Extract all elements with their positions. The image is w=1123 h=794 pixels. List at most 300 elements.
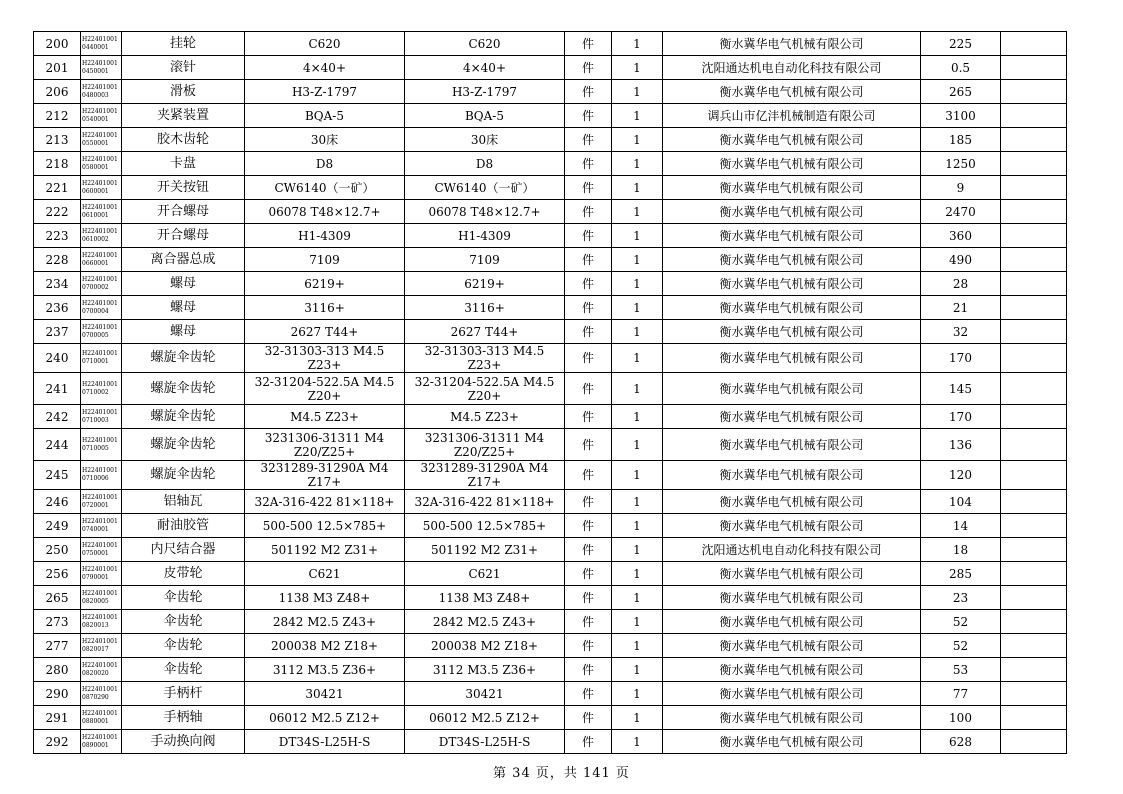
note-cell xyxy=(1001,272,1067,296)
unit-cell: 件 xyxy=(565,461,612,490)
price-cell: 21 xyxy=(921,296,1001,320)
unit-cell: 件 xyxy=(565,176,612,200)
note-cell xyxy=(1001,586,1067,610)
spec-model-cell: 06012 M2.5 Z12+ xyxy=(245,706,405,730)
note-cell xyxy=(1001,176,1067,200)
spec-model-cell: 32-31303-313 M4.5 Z23+ xyxy=(245,344,405,373)
supplier-cell: 衡水冀华电气机械有限公司 xyxy=(663,296,921,320)
row-number-cell: 206 xyxy=(34,80,81,104)
price-cell: 136 xyxy=(921,429,1001,461)
part-name-cell: 螺旋伞齿轮 xyxy=(122,344,245,373)
quantity-cell: 1 xyxy=(612,80,663,104)
row-number-cell: 242 xyxy=(34,405,81,429)
price-cell: 265 xyxy=(921,80,1001,104)
part-name-cell: 滚针 xyxy=(122,56,245,80)
table-row xyxy=(34,373,1067,405)
price-cell: 185 xyxy=(921,128,1001,152)
material-code-cell: H22401001 0820005 xyxy=(81,586,122,610)
part-name-cell: 开合螺母 xyxy=(122,224,245,248)
material-code-cell: H22401001 0700002 xyxy=(81,272,122,296)
part-name-cell: 螺母 xyxy=(122,272,245,296)
unit-cell: 件 xyxy=(565,490,612,514)
quantity-cell: 1 xyxy=(612,248,663,272)
table-row xyxy=(34,658,1067,682)
quantity-cell: 1 xyxy=(612,320,663,344)
spec-model-confirm-cell: 06078 T48×12.7+ xyxy=(405,200,565,224)
unit-cell: 件 xyxy=(565,658,612,682)
price-cell: 1250 xyxy=(921,152,1001,176)
spec-model-cell: 7109 xyxy=(245,248,405,272)
material-code-cell: H22401001 0790001 xyxy=(81,562,122,586)
part-name-cell: 螺旋伞齿轮 xyxy=(122,373,245,405)
spec-model-confirm-cell: 2842 M2.5 Z43+ xyxy=(405,610,565,634)
part-name-cell: 螺旋伞齿轮 xyxy=(122,461,245,490)
part-name-cell: 开关按钮 xyxy=(122,176,245,200)
unit-cell: 件 xyxy=(565,272,612,296)
unit-cell: 件 xyxy=(565,80,612,104)
material-code-cell: H22401001 0540001 xyxy=(81,104,122,128)
note-cell xyxy=(1001,405,1067,429)
note-cell xyxy=(1001,224,1067,248)
part-name-cell: 挂轮 xyxy=(122,32,245,56)
material-code-cell: H22401001 0820013 xyxy=(81,610,122,634)
unit-cell: 件 xyxy=(565,152,612,176)
unit-cell: 件 xyxy=(565,730,612,754)
price-cell: 32 xyxy=(921,320,1001,344)
note-cell xyxy=(1001,730,1067,754)
unit-cell: 件 xyxy=(565,538,612,562)
row-number-cell: 246 xyxy=(34,490,81,514)
note-cell xyxy=(1001,461,1067,490)
part-name-cell: 伞齿轮 xyxy=(122,586,245,610)
part-name-cell: 手柄杆 xyxy=(122,682,245,706)
note-cell xyxy=(1001,32,1067,56)
row-number-cell: 236 xyxy=(34,296,81,320)
unit-cell: 件 xyxy=(565,634,612,658)
material-code-cell: H22401001 0890001 xyxy=(81,730,122,754)
material-code-cell: H22401001 0480003 xyxy=(81,80,122,104)
quantity-cell: 1 xyxy=(612,200,663,224)
spec-model-confirm-cell: C621 xyxy=(405,562,565,586)
supplier-cell: 衡水冀华电气机械有限公司 xyxy=(663,80,921,104)
material-code-cell: H22401001 0580001 xyxy=(81,152,122,176)
supplier-cell: 衡水冀华电气机械有限公司 xyxy=(663,682,921,706)
part-name-cell: 铝轴瓦 xyxy=(122,490,245,514)
spec-model-cell: CW6140（一矿） xyxy=(245,176,405,200)
part-name-cell: 伞齿轮 xyxy=(122,634,245,658)
supplier-cell: 衡水冀华电气机械有限公司 xyxy=(663,514,921,538)
supplier-cell: 调兵山市亿沣机械制造有限公司 xyxy=(663,104,921,128)
unit-cell: 件 xyxy=(565,373,612,405)
quantity-cell: 1 xyxy=(612,344,663,373)
row-number-cell: 280 xyxy=(34,658,81,682)
material-code-cell: H22401001 0820020 xyxy=(81,658,122,682)
row-number-cell: 273 xyxy=(34,610,81,634)
supplier-cell: 衡水冀华电气机械有限公司 xyxy=(663,224,921,248)
part-name-cell: 手动换向阀 xyxy=(122,730,245,754)
note-cell xyxy=(1001,248,1067,272)
row-number-cell: 250 xyxy=(34,538,81,562)
note-cell xyxy=(1001,56,1067,80)
spec-model-confirm-cell: 7109 xyxy=(405,248,565,272)
spec-model-cell: 200038 M2 Z18+ xyxy=(245,634,405,658)
quantity-cell: 1 xyxy=(612,373,663,405)
price-cell: 18 xyxy=(921,538,1001,562)
note-cell xyxy=(1001,490,1067,514)
spec-model-confirm-cell: 500-500 12.5×785+ xyxy=(405,514,565,538)
spec-model-cell: 1138 M3 Z48+ xyxy=(245,586,405,610)
row-number-cell: 237 xyxy=(34,320,81,344)
supplier-cell: 衡水冀华电气机械有限公司 xyxy=(663,706,921,730)
unit-cell: 件 xyxy=(565,344,612,373)
table-row xyxy=(34,610,1067,634)
material-code-cell: H22401001 0600001 xyxy=(81,176,122,200)
spec-model-confirm-cell: 32-31204-522.5A M4.5 Z20+ xyxy=(405,373,565,405)
material-code-cell: H22401001 0740001 xyxy=(81,514,122,538)
quantity-cell: 1 xyxy=(612,586,663,610)
material-code-cell: H22401001 0720001 xyxy=(81,490,122,514)
material-code-cell: H22401001 0750001 xyxy=(81,538,122,562)
note-cell xyxy=(1001,682,1067,706)
row-number-cell: 223 xyxy=(34,224,81,248)
material-code-cell: H22401001 0700004 xyxy=(81,296,122,320)
spec-model-cell: 2842 M2.5 Z43+ xyxy=(245,610,405,634)
spec-model-cell: M4.5 Z23+ xyxy=(245,405,405,429)
price-cell: 3100 xyxy=(921,104,1001,128)
table-row xyxy=(34,272,1067,296)
unit-cell: 件 xyxy=(565,320,612,344)
note-cell xyxy=(1001,104,1067,128)
part-name-cell: 卡盘 xyxy=(122,152,245,176)
spec-model-cell: C620 xyxy=(245,32,405,56)
part-name-cell: 滑板 xyxy=(122,80,245,104)
supplier-cell: 衡水冀华电气机械有限公司 xyxy=(663,490,921,514)
spec-model-confirm-cell: 3231306-31311 M4 Z20/Z25+ xyxy=(405,429,565,461)
part-name-cell: 开合螺母 xyxy=(122,200,245,224)
unit-cell: 件 xyxy=(565,706,612,730)
row-number-cell: 228 xyxy=(34,248,81,272)
table-row xyxy=(34,682,1067,706)
part-name-cell: 耐油胶管 xyxy=(122,514,245,538)
quantity-cell: 1 xyxy=(612,224,663,248)
quantity-cell: 1 xyxy=(612,56,663,80)
row-number-cell: 256 xyxy=(34,562,81,586)
table-row xyxy=(34,344,1067,373)
part-name-cell: 螺旋伞齿轮 xyxy=(122,429,245,461)
note-cell xyxy=(1001,128,1067,152)
supplier-cell: 衡水冀华电气机械有限公司 xyxy=(663,429,921,461)
supplier-cell: 衡水冀华电气机械有限公司 xyxy=(663,128,921,152)
spec-model-cell: 30床 xyxy=(245,128,405,152)
table-row xyxy=(34,296,1067,320)
price-cell: 104 xyxy=(921,490,1001,514)
part-name-cell: 胶木齿轮 xyxy=(122,128,245,152)
supplier-cell: 衡水冀华电气机械有限公司 xyxy=(663,634,921,658)
table-row xyxy=(34,152,1067,176)
part-name-cell: 夹紧装置 xyxy=(122,104,245,128)
row-number-cell: 234 xyxy=(34,272,81,296)
supplier-cell: 衡水冀华电气机械有限公司 xyxy=(663,320,921,344)
spec-model-cell: 6219+ xyxy=(245,272,405,296)
unit-cell: 件 xyxy=(565,405,612,429)
price-cell: 52 xyxy=(921,634,1001,658)
part-name-cell: 手柄轴 xyxy=(122,706,245,730)
supplier-cell: 沈阳通达机电自动化科技有限公司 xyxy=(663,56,921,80)
row-number-cell: 292 xyxy=(34,730,81,754)
supplier-cell: 衡水冀华电气机械有限公司 xyxy=(663,248,921,272)
table-row xyxy=(34,176,1067,200)
quantity-cell: 1 xyxy=(612,514,663,538)
note-cell xyxy=(1001,373,1067,405)
quantity-cell: 1 xyxy=(612,32,663,56)
part-name-cell: 皮带轮 xyxy=(122,562,245,586)
unit-cell: 件 xyxy=(565,128,612,152)
price-cell: 53 xyxy=(921,658,1001,682)
price-cell: 77 xyxy=(921,682,1001,706)
spec-model-cell: BQA-5 xyxy=(245,104,405,128)
row-number-cell: 265 xyxy=(34,586,81,610)
part-name-cell: 螺母 xyxy=(122,296,245,320)
row-number-cell: 244 xyxy=(34,429,81,461)
table-row xyxy=(34,706,1067,730)
price-cell: 23 xyxy=(921,586,1001,610)
quantity-cell: 1 xyxy=(612,176,663,200)
spec-model-cell: DT34S-L25H-S xyxy=(245,730,405,754)
material-code-cell: H22401001 0610001 xyxy=(81,200,122,224)
price-cell: 0.5 xyxy=(921,56,1001,80)
part-name-cell: 螺旋伞齿轮 xyxy=(122,405,245,429)
spec-model-confirm-cell: 3231289-31290A M4 Z17+ xyxy=(405,461,565,490)
spec-model-confirm-cell: 4×40+ xyxy=(405,56,565,80)
row-number-cell: 245 xyxy=(34,461,81,490)
note-cell xyxy=(1001,634,1067,658)
spec-model-confirm-cell: C620 xyxy=(405,32,565,56)
quantity-cell: 1 xyxy=(612,296,663,320)
unit-cell: 件 xyxy=(565,248,612,272)
table-row xyxy=(34,538,1067,562)
spec-model-cell: 3231289-31290A M4 Z17+ xyxy=(245,461,405,490)
material-code-cell: H22401001 0710005 xyxy=(81,429,122,461)
unit-cell: 件 xyxy=(565,56,612,80)
supplier-cell: 衡水冀华电气机械有限公司 xyxy=(663,658,921,682)
quantity-cell: 1 xyxy=(612,538,663,562)
supplier-cell: 衡水冀华电气机械有限公司 xyxy=(663,405,921,429)
material-code-cell: H22401001 0700005 xyxy=(81,320,122,344)
supplier-cell: 衡水冀华电气机械有限公司 xyxy=(663,373,921,405)
row-number-cell: 218 xyxy=(34,152,81,176)
quantity-cell: 1 xyxy=(612,706,663,730)
note-cell xyxy=(1001,610,1067,634)
spec-model-cell: 32-31204-522.5A M4.5 Z20+ xyxy=(245,373,405,405)
spec-model-confirm-cell: D8 xyxy=(405,152,565,176)
table-row xyxy=(34,461,1067,490)
spec-model-confirm-cell: 3116+ xyxy=(405,296,565,320)
table-row xyxy=(34,562,1067,586)
table-row xyxy=(34,429,1067,461)
spec-model-cell: 06078 T48×12.7+ xyxy=(245,200,405,224)
row-number-cell: 290 xyxy=(34,682,81,706)
row-number-cell: 222 xyxy=(34,200,81,224)
table-row xyxy=(34,56,1067,80)
supplier-cell: 衡水冀华电气机械有限公司 xyxy=(663,200,921,224)
quantity-cell: 1 xyxy=(612,562,663,586)
material-code-cell: H22401001 0660001 xyxy=(81,248,122,272)
note-cell xyxy=(1001,706,1067,730)
spec-model-confirm-cell: M4.5 Z23+ xyxy=(405,405,565,429)
table-row xyxy=(34,490,1067,514)
price-cell: 225 xyxy=(921,32,1001,56)
row-number-cell: 221 xyxy=(34,176,81,200)
price-cell: 145 xyxy=(921,373,1001,405)
quantity-cell: 1 xyxy=(612,658,663,682)
table-row xyxy=(34,32,1067,56)
spec-model-confirm-cell: 06012 M2.5 Z12+ xyxy=(405,706,565,730)
material-code-cell: H22401001 0880001 xyxy=(81,706,122,730)
row-number-cell: 241 xyxy=(34,373,81,405)
spec-model-confirm-cell: 30421 xyxy=(405,682,565,706)
part-name-cell: 伞齿轮 xyxy=(122,658,245,682)
price-cell: 490 xyxy=(921,248,1001,272)
supplier-cell: 衡水冀华电气机械有限公司 xyxy=(663,272,921,296)
row-number-cell: 240 xyxy=(34,344,81,373)
row-number-cell: 213 xyxy=(34,128,81,152)
spec-model-cell: 32A-316-422 81×118+ xyxy=(245,490,405,514)
spec-model-cell: 3112 M3.5 Z36+ xyxy=(245,658,405,682)
row-number-cell: 249 xyxy=(34,514,81,538)
quantity-cell: 1 xyxy=(612,429,663,461)
price-cell: 628 xyxy=(921,730,1001,754)
note-cell xyxy=(1001,562,1067,586)
note-cell xyxy=(1001,80,1067,104)
supplier-cell: 衡水冀华电气机械有限公司 xyxy=(663,730,921,754)
spec-model-cell: 3116+ xyxy=(245,296,405,320)
table-body xyxy=(34,32,1067,754)
spec-model-confirm-cell: BQA-5 xyxy=(405,104,565,128)
part-name-cell: 内尺结合器 xyxy=(122,538,245,562)
spec-model-cell: 500-500 12.5×785+ xyxy=(245,514,405,538)
spec-model-cell: 501192 M2 Z31+ xyxy=(245,538,405,562)
quantity-cell: 1 xyxy=(612,405,663,429)
price-cell: 170 xyxy=(921,344,1001,373)
material-code-cell: H22401001 0450001 xyxy=(81,56,122,80)
material-code-cell: H22401001 0440001 xyxy=(81,32,122,56)
row-number-cell: 200 xyxy=(34,32,81,56)
supplier-cell: 衡水冀华电气机械有限公司 xyxy=(663,461,921,490)
unit-cell: 件 xyxy=(565,104,612,128)
quantity-cell: 1 xyxy=(612,730,663,754)
note-cell xyxy=(1001,296,1067,320)
spec-model-cell: 3231306-31311 M4 Z20/Z25+ xyxy=(245,429,405,461)
price-cell: 52 xyxy=(921,610,1001,634)
table-row xyxy=(34,128,1067,152)
table-row xyxy=(34,586,1067,610)
spec-model-confirm-cell: CW6140（一矿） xyxy=(405,176,565,200)
row-number-cell: 201 xyxy=(34,56,81,80)
table-row xyxy=(34,248,1067,272)
supplier-cell: 衡水冀华电气机械有限公司 xyxy=(663,152,921,176)
unit-cell: 件 xyxy=(565,429,612,461)
price-cell: 9 xyxy=(921,176,1001,200)
spec-model-confirm-cell: 6219+ xyxy=(405,272,565,296)
quantity-cell: 1 xyxy=(612,128,663,152)
spec-model-cell: H3-Z-1797 xyxy=(245,80,405,104)
spec-model-confirm-cell: 3112 M3.5 Z36+ xyxy=(405,658,565,682)
quantity-cell: 1 xyxy=(612,490,663,514)
unit-cell: 件 xyxy=(565,610,612,634)
spec-model-cell: 2627 T44+ xyxy=(245,320,405,344)
quantity-cell: 1 xyxy=(612,461,663,490)
row-number-cell: 212 xyxy=(34,104,81,128)
spec-model-confirm-cell: 32A-316-422 81×118+ xyxy=(405,490,565,514)
quantity-cell: 1 xyxy=(612,152,663,176)
table-row xyxy=(34,80,1067,104)
material-code-cell: H22401001 0820017 xyxy=(81,634,122,658)
supplier-cell: 衡水冀华电气机械有限公司 xyxy=(663,176,921,200)
note-cell xyxy=(1001,658,1067,682)
supplier-cell: 衡水冀华电气机械有限公司 xyxy=(663,344,921,373)
table-row xyxy=(34,104,1067,128)
row-number-cell: 291 xyxy=(34,706,81,730)
unit-cell: 件 xyxy=(565,224,612,248)
note-cell xyxy=(1001,538,1067,562)
spec-model-cell: C621 xyxy=(245,562,405,586)
material-code-cell: H22401001 0710001 xyxy=(81,344,122,373)
price-cell: 170 xyxy=(921,405,1001,429)
spec-model-confirm-cell: 200038 M2 Z18+ xyxy=(405,634,565,658)
material-code-cell: H22401001 0610002 xyxy=(81,224,122,248)
page-footer: 第 34 页，共 141 页 xyxy=(493,766,630,781)
unit-cell: 件 xyxy=(565,682,612,706)
note-cell xyxy=(1001,514,1067,538)
supplier-cell: 衡水冀华电气机械有限公司 xyxy=(663,562,921,586)
spec-model-confirm-cell: H1-4309 xyxy=(405,224,565,248)
quantity-cell: 1 xyxy=(612,610,663,634)
price-cell: 120 xyxy=(921,461,1001,490)
parts-price-table xyxy=(33,31,1067,754)
spec-model-confirm-cell: H3-Z-1797 xyxy=(405,80,565,104)
spec-model-confirm-cell: 32-31303-313 M4.5 Z23+ xyxy=(405,344,565,373)
supplier-cell: 衡水冀华电气机械有限公司 xyxy=(663,586,921,610)
unit-cell: 件 xyxy=(565,296,612,320)
note-cell xyxy=(1001,320,1067,344)
quantity-cell: 1 xyxy=(612,272,663,296)
note-cell xyxy=(1001,429,1067,461)
unit-cell: 件 xyxy=(565,562,612,586)
quantity-cell: 1 xyxy=(612,104,663,128)
spec-model-confirm-cell: 501192 M2 Z31+ xyxy=(405,538,565,562)
material-code-cell: H22401001 0710003 xyxy=(81,405,122,429)
material-code-cell: H22401001 0710006 xyxy=(81,461,122,490)
spec-model-confirm-cell: 1138 M3 Z48+ xyxy=(405,586,565,610)
price-cell: 28 xyxy=(921,272,1001,296)
spec-model-cell: 30421 xyxy=(245,682,405,706)
spec-model-confirm-cell: 30床 xyxy=(405,128,565,152)
quantity-cell: 1 xyxy=(612,682,663,706)
material-code-cell: H22401001 0710002 xyxy=(81,373,122,405)
table-row xyxy=(34,224,1067,248)
material-code-cell: H22401001 0870290 xyxy=(81,682,122,706)
unit-cell: 件 xyxy=(565,200,612,224)
part-name-cell: 离合器总成 xyxy=(122,248,245,272)
price-cell: 285 xyxy=(921,562,1001,586)
price-cell: 14 xyxy=(921,514,1001,538)
supplier-cell: 衡水冀华电气机械有限公司 xyxy=(663,610,921,634)
price-cell: 360 xyxy=(921,224,1001,248)
spec-model-cell: H1-4309 xyxy=(245,224,405,248)
spec-model-confirm-cell: DT34S-L25H-S xyxy=(405,730,565,754)
spec-model-cell: D8 xyxy=(245,152,405,176)
row-number-cell: 277 xyxy=(34,634,81,658)
